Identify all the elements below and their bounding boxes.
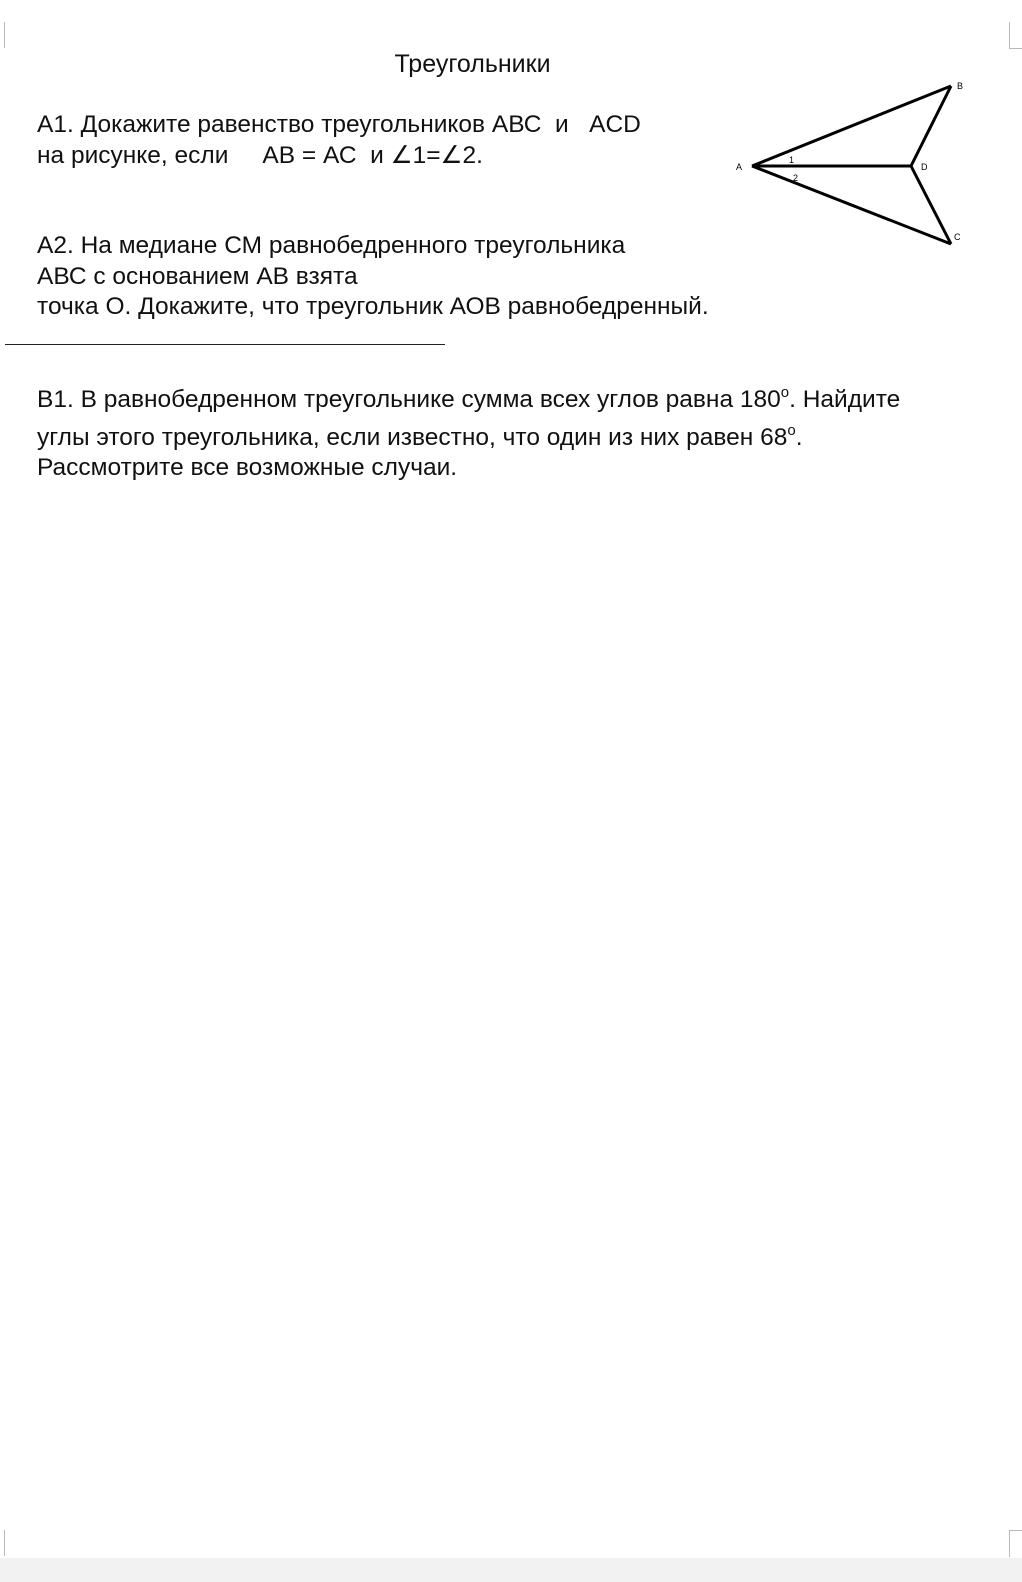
task-a1-line-2: на рисунке, если АВ = АС и ∠1=∠2. [37,141,483,169]
task-b1-line-2 [37,416,900,454]
task-a2-line-1: А2. На медиане СМ равнобедренного треугольника [37,232,626,259]
task-b1-line-1 [37,378,900,416]
angle-label-2: 2 [793,173,799,183]
triangles-figure [728,76,974,256]
task-b1-line-2-text: углы этого треугольника, если известно, что один из них равен 68 [37,423,788,451]
crop-mark-bottom-left [0,1530,5,1556]
segment-ab [752,86,951,166]
page-bottom-strip [0,1558,1022,1582]
degree-sign-180: o [780,384,790,401]
crop-mark-top-right [1009,22,1022,49]
vertex-label-b: B [957,81,964,91]
task-b1-line-3: Рассмотрите все возможные случаи. [37,454,458,481]
segment-ac [752,166,951,244]
task-b1-line-1-text: В1. В равнобедренном треугольнике сумма всех углов равна 180 [37,386,781,413]
crop-mark-bottom-right [1009,1530,1022,1557]
crop-mark-top-left [0,22,5,48]
task-a1-line-1: А1. Докажите равенство треугольников АВС и ACD [37,111,641,138]
vertex-label-a: A [736,162,743,172]
degree-sign-68: o [787,421,796,439]
task-b1 [37,378,900,484]
page-title: Треугольники [394,50,551,78]
task-b1-line-2-tail: . [795,423,803,451]
vertex-label-d: D [921,162,928,172]
segment-dc [911,166,951,244]
task-a2-line-3: точка О. Докажите, что треугольник АОВ равнобедренный. [37,293,709,320]
segment-bd [911,86,951,166]
task-a1 [37,110,641,171]
task-a2 [37,231,709,323]
angle-label-1: 1 [789,155,795,165]
vertex-label-c: C [954,232,961,242]
task-b1-line-1-tail: . Найдите [789,386,901,413]
task-a2-line-2: АВС с основанием АВ взята [37,262,358,290]
section-separator [5,344,445,345]
